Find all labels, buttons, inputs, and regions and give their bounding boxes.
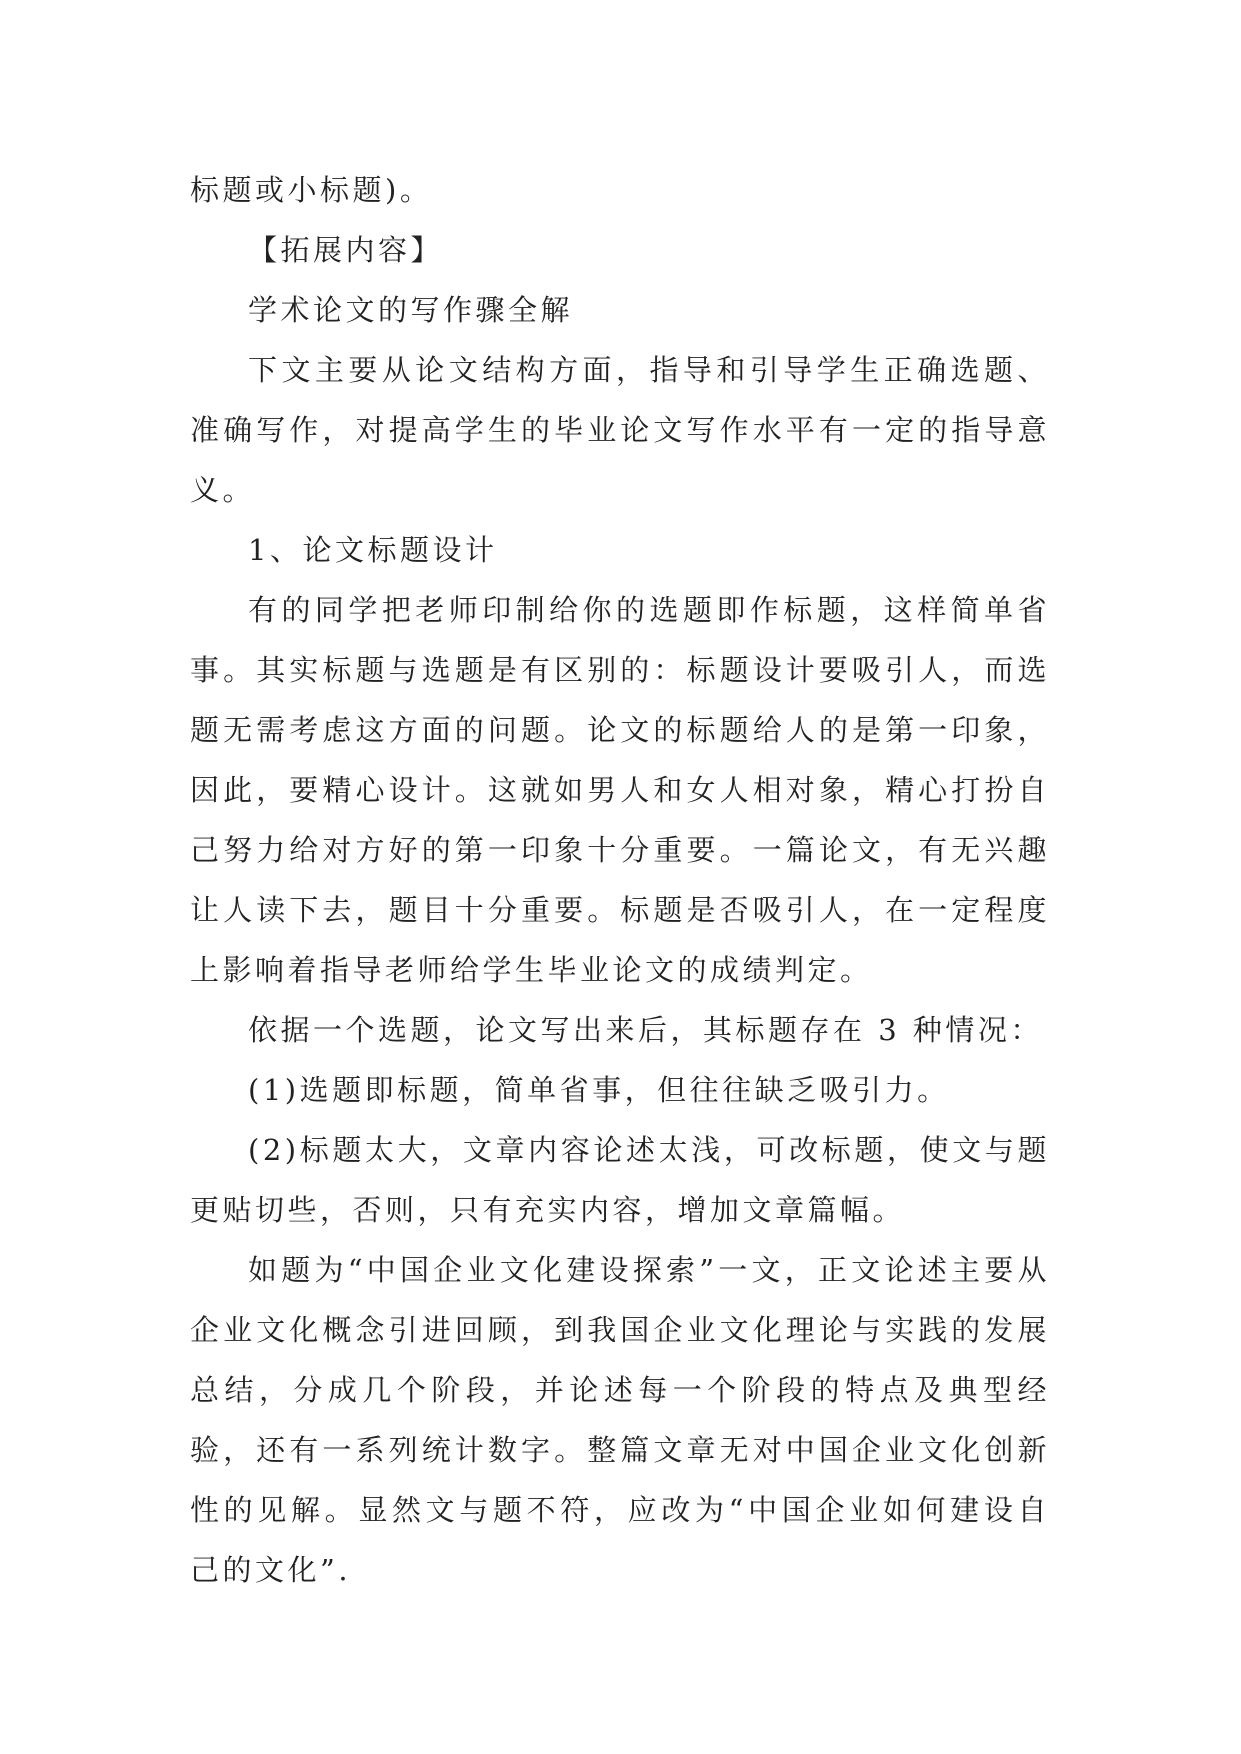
paragraph-title-vs-topic: 有的同学把老师印制给你的选题即作标题，这样简单省事。其实标题与选题是有区别的：标题设计要吸引人，而选题无需考虑这方面的问题。论文的标题给人的是第一印象，因此，要精心设计。这就如男人和女人相对象，精心打扮自己努力给对方好的第一印象十分重要。一篇论文，有无兴趣让人读下去，题目十分重要。标题是否吸引人，在一定程度上影响着指导老师给学生毕业论文的成绩判定。 (190, 593, 1050, 987)
paragraph-three-cases: 依据一个选题，论文写出来后，其标题存在 3 种情况： (248, 1013, 1043, 1047)
section-heading-title-design: 1、论文标题设计 (248, 533, 498, 567)
paragraph-continuation: 标题或小标题)。 (190, 173, 433, 207)
document-body (190, 160, 1050, 1600)
section-heading-extension: 【拓展内容】 (248, 233, 444, 267)
article-title: 学术论文的写作骤全解 (248, 293, 574, 327)
list-item-case-2: (2)标题太大，文章内容论述太浅，可改标题，使文与题更贴切些，否则，只有充实内容，增加文章篇幅。 (190, 1133, 1050, 1227)
list-item-case-1: (1)选题即标题，简单省事，但往往缺乏吸引力。 (248, 1073, 950, 1107)
paragraph-intro: 下文主要从论文结构方面，指导和引导学生正确选题、准确写作，对提高学生的毕业论文写作水平有一定的指导意义。 (190, 353, 1050, 507)
paragraph-example: 如题为“中国企业文化建设探索”一文，正文论述主要从企业文化概念引进回顾，到我国企业文化理论与实践的发展总结，分成几个阶段，并论述每一个阶段的特点及典型经验，还有一系列统计数字。整篇文章无对中国企业文化创新性的见解。显然文与题不符，应改为“中国企业如何建设自己的文化”. (190, 1253, 1050, 1587)
